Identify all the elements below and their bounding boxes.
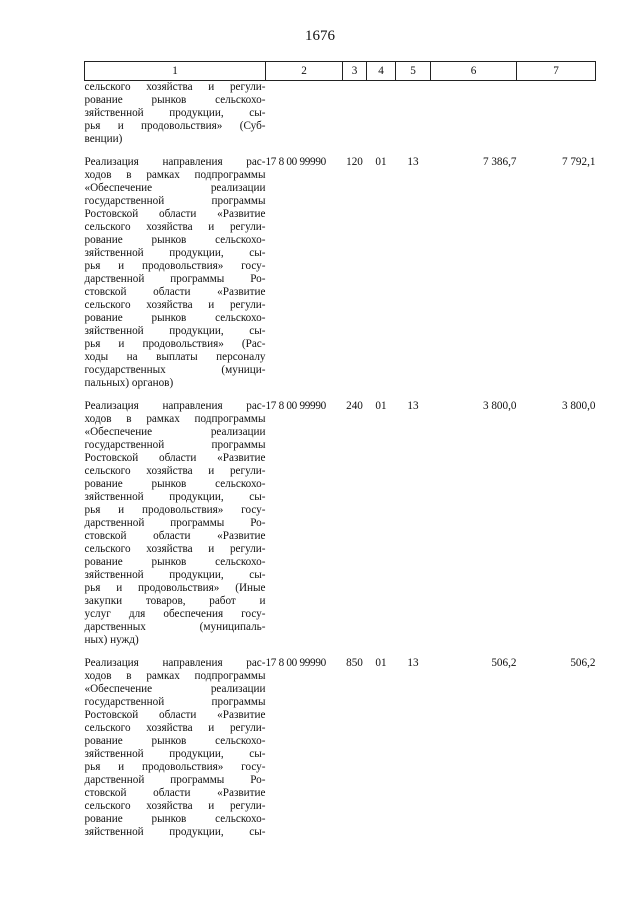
description-line: ходы на выплаты персоналу [84, 351, 266, 363]
description-line: Ростовской области «Развитие [84, 208, 266, 220]
description-line: ходов в рамках подпрограммы [84, 169, 266, 181]
section-code: 01 [375, 400, 387, 412]
description-line: ных) нужд) [84, 634, 139, 646]
col-header-7: 7 [517, 62, 596, 81]
description-line: стовской области «Развитие [84, 286, 266, 298]
description-line: рование рынков сельскохо- [84, 478, 266, 490]
description-line: дарственной программы Ро- [84, 517, 266, 529]
description-line: сельского хозяйства и регули- [84, 465, 266, 477]
section-code: 01 [375, 657, 387, 669]
description-line: зяйственной продукции, сы- [84, 247, 266, 259]
description-line: стовской области «Развитие [84, 787, 266, 799]
continuation-row [85, 81, 596, 147]
description-line: государственных (муници- [84, 364, 266, 376]
subsection-code: 13 [407, 400, 419, 412]
description-line: ходов в рамках подпрограммы [84, 413, 266, 425]
description-line: сельского хозяйства и регули- [84, 299, 266, 311]
amount-col6: 7 386,7 [482, 156, 517, 168]
description-line: государственной программы [84, 696, 266, 708]
target-code: 17 8 00 99990 [265, 657, 326, 669]
description-line: рья и продовольствия» госу- [84, 761, 266, 773]
description-line: рья и продовольствия» госу- [84, 260, 266, 272]
description-line: государственной программы [84, 195, 266, 207]
col-header-1: 1 [85, 62, 266, 81]
description-line: дарственных (муниципаль- [84, 621, 266, 633]
table-row [85, 156, 596, 390]
description-line: сельского хозяйства и регули- [84, 722, 266, 734]
description-line: сельского хозяйства и регули- [84, 543, 266, 555]
description-line: зяйственной продукции, сы- [84, 826, 266, 838]
col-header-2: 2 [266, 62, 343, 81]
description-line: рование рынков сельскохо- [84, 94, 266, 106]
description-line: рья и продовольствия» (Иные [84, 582, 266, 594]
description-line: «Обеспечение реализации [84, 182, 266, 194]
description-line: стовской области «Развитие [84, 530, 266, 542]
description-line: рование рынков сельскохо- [84, 234, 266, 246]
description-line: «Обеспечение реализации [84, 426, 266, 438]
description-line: зяйственной продукции, сы- [84, 748, 266, 760]
continuation-description [85, 81, 266, 147]
description-line: рование рынков сельскохо- [84, 556, 266, 568]
col-header-3: 3 [343, 62, 367, 81]
description-line: рование рынков сельскохо- [84, 735, 266, 747]
description-line: рья и продовольствия» (Суб- [84, 120, 266, 132]
col-header-5: 5 [396, 62, 431, 81]
section-code: 01 [375, 156, 387, 168]
description-line: пальных) органов) [84, 377, 174, 389]
description-line: дарственной программы Ро- [84, 273, 266, 285]
page-number: 1676 [305, 28, 335, 44]
description-line: дарственной программы Ро- [84, 774, 266, 786]
row-description [85, 400, 266, 647]
description-line: рья и продовольствия» госу- [84, 504, 266, 516]
description-line: «Обеспечение реализации [84, 683, 266, 695]
description-line: зяйственной продукции, сы- [84, 107, 266, 119]
table-row [85, 657, 596, 839]
description-line: сельского хозяйства и регули- [84, 800, 266, 812]
row-description [85, 657, 266, 839]
header-row [85, 62, 596, 81]
amount-col7: 3 800,0 [561, 400, 596, 412]
description-line: сельского хозяйства и регули- [84, 81, 266, 93]
description-line: государственной программы [84, 439, 266, 451]
subsection-code: 13 [407, 657, 419, 669]
description-line: зяйственной продукции, сы- [84, 325, 266, 337]
description-line: закупки товаров, работ и [84, 595, 266, 607]
subsection-code: 13 [407, 156, 419, 168]
amount-col6: 506,2 [491, 657, 517, 669]
col-header-4: 4 [367, 62, 396, 81]
description-line: зяйственной продукции, сы- [84, 569, 266, 581]
description-line: рование рынков сельскохо- [84, 813, 266, 825]
expense-type: 850 [346, 657, 363, 669]
description-line: рья и продовольствия» (Рас- [84, 338, 266, 350]
table-row [85, 400, 596, 647]
col-header-6: 6 [431, 62, 517, 81]
amount-col6: 3 800,0 [482, 400, 517, 412]
description-line: венции) [84, 133, 123, 145]
description-line: Реализация направления рас- [84, 657, 266, 669]
target-code: 17 8 00 99990 [265, 156, 326, 168]
amount-col7: 7 792,1 [561, 156, 596, 168]
description-line: зяйственной продукции, сы- [84, 491, 266, 503]
description-line: сельского хозяйства и регули- [84, 221, 266, 233]
description-line: услуг для обеспечения госу- [84, 608, 266, 620]
amount-col7: 506,2 [570, 657, 596, 669]
description-line: Ростовской области «Развитие [84, 709, 266, 721]
expense-type: 120 [346, 156, 363, 168]
description-line: рование рынков сельскохо- [84, 312, 266, 324]
row-description [85, 156, 266, 390]
description-line: ходов в рамках подпрограммы [84, 670, 266, 682]
description-line: Реализация направления рас- [84, 400, 266, 412]
budget-table [84, 61, 596, 839]
description-line: Реализация направления рас- [84, 156, 266, 168]
description-line: Ростовской области «Развитие [84, 452, 266, 464]
target-code: 17 8 00 99990 [265, 400, 326, 412]
expense-type: 240 [346, 400, 363, 412]
